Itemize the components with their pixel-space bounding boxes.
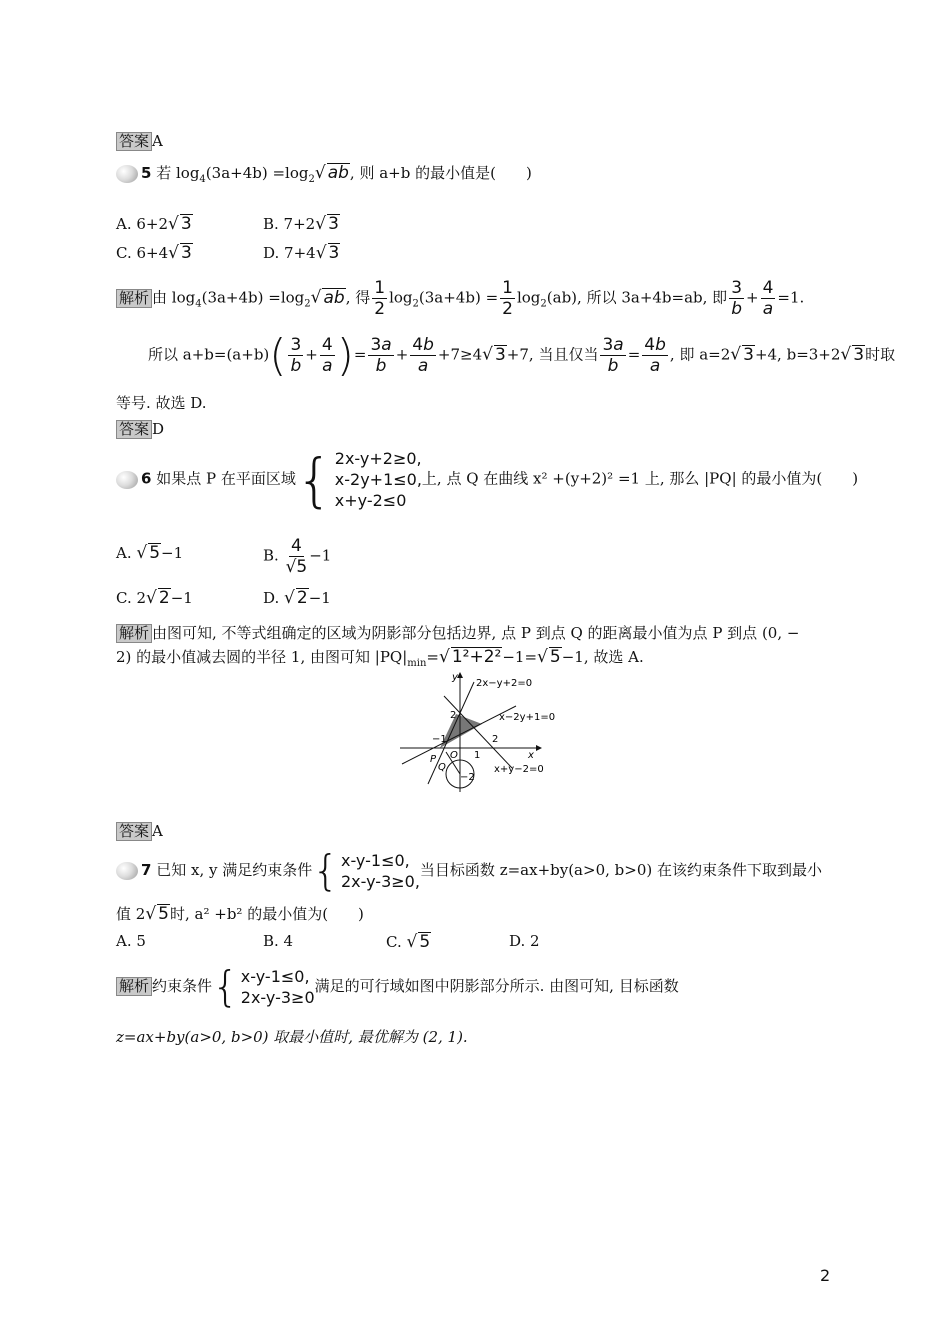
label-p: P xyxy=(430,754,437,765)
answer-line-4 xyxy=(116,132,163,151)
option-d: D. 7+4√ 3 xyxy=(263,243,340,263)
question-5-stem: 5 若 $\log_4(3a+4b) =\log_2√$ ab, 则 a+b 的最小值是( ) xyxy=(116,162,532,185)
label-line-3: x+y−2=0 xyxy=(494,764,544,775)
question-7-line-2: 值 2√ 5时, a² +b² 的最小值为( ) xyxy=(116,904,364,924)
question-6-stem: 6 如果点 P 在平面区域 { 2x-y+2≥0, x-2y+1≤0, x+y-2≤0 上, 点 Q 在曲线 x² +(y+2)² =1 上, 那么 |PQ| 的最小值为( ) xyxy=(116,448,858,511)
tick-y-neg2: −2 xyxy=(460,772,475,783)
option-d: D. 2 xyxy=(509,932,540,950)
option-c: C. √ 5 xyxy=(386,932,431,952)
option-b: B. 4 xyxy=(263,932,294,950)
line-1 xyxy=(428,682,474,784)
label-origin: O xyxy=(450,750,458,761)
tick-x-2: 2 xyxy=(492,734,499,745)
option-b: B. $\frac{4}{√5}$ −1 xyxy=(263,536,332,577)
stem-text: 若 log xyxy=(156,164,200,182)
constraint-system: { x-y-1≤0, 2x-y-3≥0, xyxy=(312,846,420,895)
tick-x-1: 1 xyxy=(474,750,481,761)
region-figure xyxy=(396,668,556,796)
solution-tag: 解析 xyxy=(116,289,152,308)
label-q: Q xyxy=(438,762,446,773)
option-b: B. 7+2√ 3 xyxy=(263,214,339,234)
solution-5-line-2: 所以 a+b=(a+b)( $\frac{3}{b}$ + $\frac{4}{a}$ )= $\frac{3a}{b}$ + $\frac{4b}{a}$ +7≥4√ 3+7, 当且仅当 $\frac{3a}{b}$ = $\frac{4b}{a}$ , 即 a=2√ 3+4, b=3+2√ 3时取 xyxy=(148,330,896,381)
page-number: 2 xyxy=(820,1266,831,1285)
stem-text: (3a+4b) =log xyxy=(205,164,309,182)
question-number: 6 xyxy=(141,469,152,488)
tick-y-2: 2 xyxy=(450,710,457,721)
answer-line-6: 答案 A xyxy=(116,822,163,841)
option-c: C. 6+4√ 3 xyxy=(116,243,192,263)
label-line-1: 2x−y+2=0 xyxy=(476,678,533,689)
question-bubble-icon xyxy=(116,165,138,183)
option-d: D. √ 2−1 xyxy=(263,588,331,608)
option-a: A. √ 5−1 xyxy=(116,543,184,563)
label-x: x xyxy=(528,750,534,761)
question-7-stem: 7 已知 x, y 满足约束条件 { x-y-1≤0, 2x-y-3≥0, 当目标函数 z=ax+by(a>0, b>0) 在该约束条件下取到最小 xyxy=(116,850,822,892)
tick-x-neg1: −1 xyxy=(432,734,447,745)
solution-7-line-2: z=ax+by(a>0, b>0) 取最小值时, 最优解为 (2, 1). xyxy=(116,1028,468,1046)
option-a: A. 6+2√ 3 xyxy=(116,214,192,234)
solution-6-line-2: 2) 的最小值减去圆的半径 1, 由图可知 $|PQ|_{min}=√$ 1²+2²−1=√ 5−1, 故选 A. xyxy=(116,647,644,669)
solution-5-line-3: 等号. 故选 D. xyxy=(116,394,207,412)
solution-5-line-1: 解析 由 $\log_4(3a+4b) =\log_2√$ ab, 得 $\frac{1}{2}$ $\log_2(3a+4b)$ = $\frac{1}{2}$ $\log_2(ab)$, 所以 3a+4b=ab, 即 $\frac{3}{b}$ + $\frac{4}{a}$ =1. xyxy=(116,278,804,319)
x-axis-arrow xyxy=(536,745,542,751)
question-bubble-icon xyxy=(116,471,138,489)
label-y: y xyxy=(452,672,458,683)
answer-line-5: 答案 D xyxy=(116,420,164,439)
inequality-system: { 2x-y+2≥0, x-2y+1≤0, x+y-2≤0 xyxy=(295,445,422,514)
question-bubble-icon xyxy=(116,862,138,880)
stem-text: , 则 a+b 的最小值是( ) xyxy=(349,164,532,182)
solution-7-line-1: 解析 约束条件 { x-y-1≤0, 2x-y-3≥0 满足的可行域如图中阴影部分所示. 由图可知, 目标函数 xyxy=(116,966,679,1008)
answer-tag: 答案 xyxy=(116,132,152,151)
solution-6-line-1: 解析 由图可知, 不等式组确定的区域为阴影部分包括边界, 点 P 到点 Q 的距离最小值为点 P 到点 (0, − xyxy=(116,622,799,643)
question-number: 5 xyxy=(141,164,152,182)
option-c: C. 2√ 2−1 xyxy=(116,588,193,608)
option-a: A. 5 xyxy=(116,932,146,950)
answer-value: A xyxy=(152,132,163,150)
question-number: 7 xyxy=(141,861,152,879)
label-line-2: x−2y+1=0 xyxy=(499,712,556,723)
